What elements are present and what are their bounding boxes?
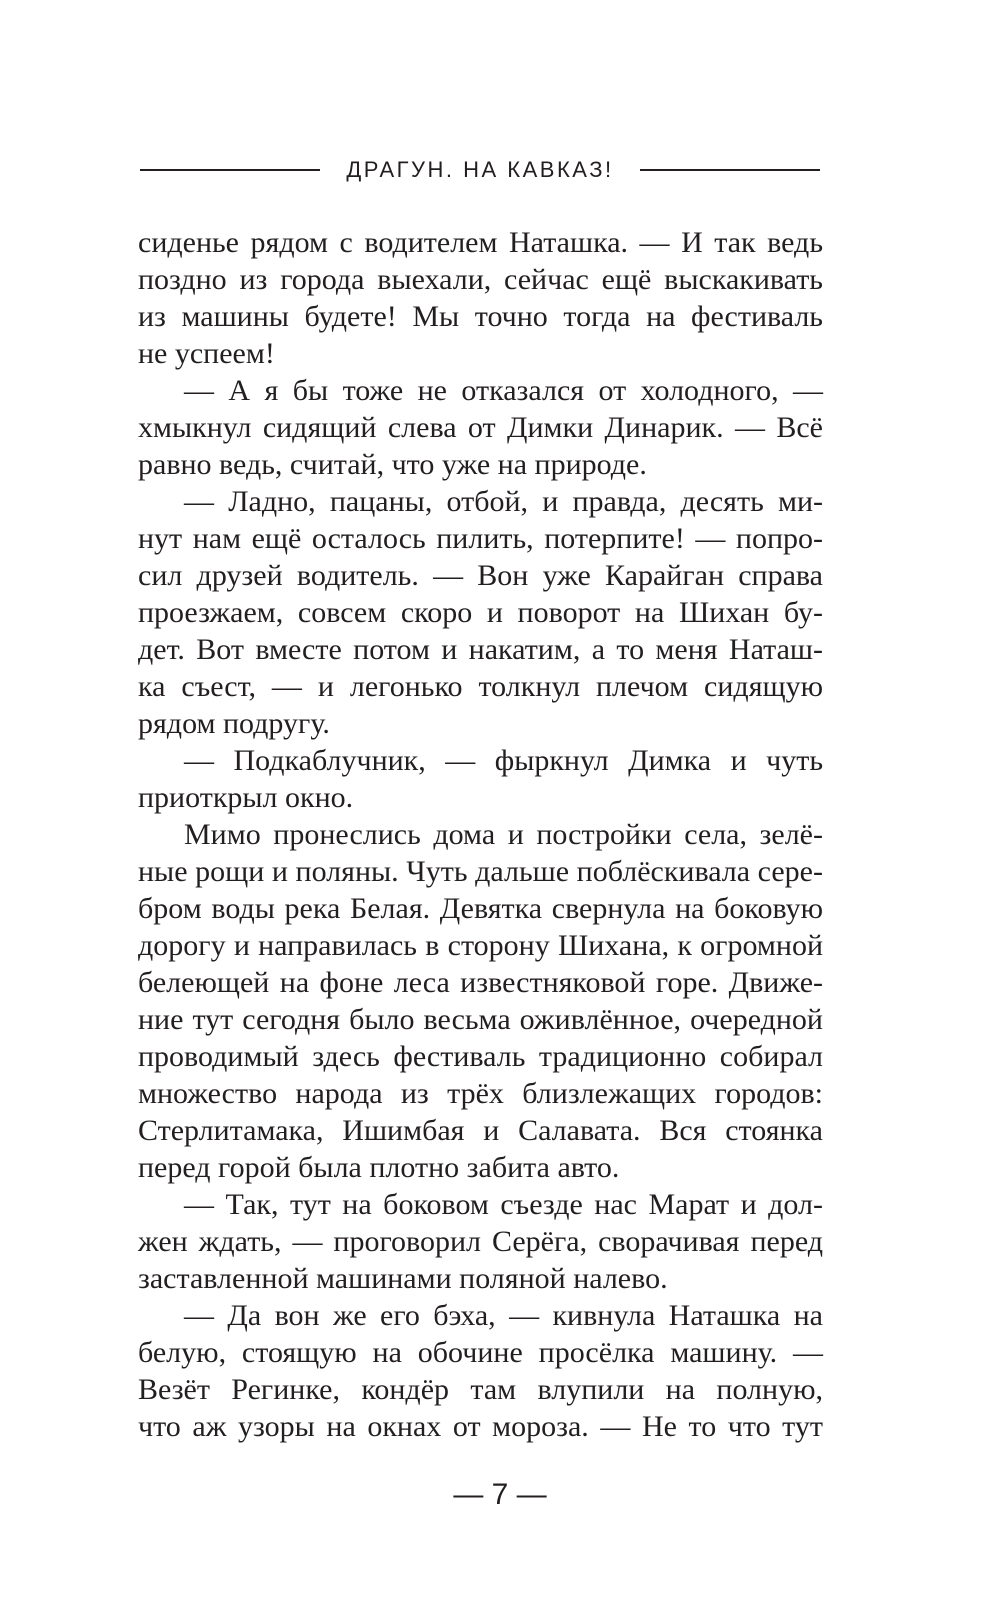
body-text xyxy=(138,224,823,1445)
text-line: множество народа из трёх близлежащих городов: xyxy=(138,1077,823,1110)
running-title: ДРАГУН. НА КАВКАЗ! xyxy=(346,157,614,182)
text-line: нут нам ещё осталось пилить, потерпите! — попро- xyxy=(138,522,823,555)
page-number: — 7 — xyxy=(453,1478,547,1511)
text-line: сил друзей водитель. — Вон уже Карайган справа xyxy=(138,559,823,592)
text-line: — Да вон же его бэха, — кивнула Наташка на xyxy=(184,1299,823,1332)
text-line: ка съест, — и легонько толкнул плечом сидящую xyxy=(138,670,823,703)
text-line: — А я бы тоже не отказался от холодного, — xyxy=(184,374,823,407)
text-line: равно ведь, считай, что уже на природе. xyxy=(138,448,647,481)
text-line: — Так, тут на боковом съезде нас Марат и дол- xyxy=(184,1188,823,1221)
text-line: — Ладно, пацаны, отбой, и правда, десять ми- xyxy=(184,485,823,518)
text-line: что аж узоры на окнах от мороза. — Не то что тут xyxy=(138,1410,823,1443)
text-line: поздно из города выехали, сейчас ещё выскакивать xyxy=(138,263,823,296)
text-line: сиденье рядом с водителем Наташка. — И так ведь xyxy=(138,226,823,259)
text-line: Мимо пронеслись дома и постройки села, зелё- xyxy=(184,818,823,851)
text-line: хмыкнул сидящий слева от Димки Динарик. — Всё xyxy=(138,411,823,444)
header-rule-right xyxy=(640,169,820,171)
text-line: заставленной машинами поляной налево. xyxy=(138,1262,668,1295)
text-line: бром воды река Белая. Девятка свернула на боковую xyxy=(138,892,823,925)
text-line: жен ждать, — проговорил Серёга, сворачивая перед xyxy=(138,1225,823,1258)
text-line: белую, стоящую на обочине просёлка машину. — xyxy=(138,1336,823,1369)
text-line: рядом подругу. xyxy=(138,707,330,740)
text-line: из машины будете! Мы точно тогда на фестиваль xyxy=(138,300,823,333)
running-header xyxy=(140,150,820,190)
text-line: ние тут сегодня было весьма оживлённое, очередной xyxy=(138,1003,823,1036)
text-line: проезжаем, совсем скоро и поворот на Шихан бу- xyxy=(138,596,823,629)
text-line: не успеем! xyxy=(138,337,275,370)
text-line: дорогу и направилась в сторону Шихана, к огромной xyxy=(138,929,823,962)
text-line: Стерлитамака, Ишимбая и Салавата. Вся стоянка xyxy=(138,1114,823,1147)
text-line: перед горой была плотно забита авто. xyxy=(138,1151,620,1184)
text-line: Везёт Регинке, кондёр там влупили на полную, xyxy=(138,1373,823,1406)
text-line: ные рощи и поляны. Чуть дальше поблёскивала сере- xyxy=(138,855,823,888)
text-line: приоткрыл окно. xyxy=(138,781,354,814)
text-line: дет. Вот вместе потом и накатим, а то меня Наташ- xyxy=(138,633,823,666)
text-line: белеющей на фоне леса известняковой горе. Движе- xyxy=(138,966,823,999)
text-line: проводимый здесь фестиваль традиционно собирал xyxy=(138,1040,823,1073)
text-line: — Подкаблучник, — фыркнул Димка и чуть xyxy=(184,744,823,777)
header-rule-left xyxy=(140,169,320,171)
